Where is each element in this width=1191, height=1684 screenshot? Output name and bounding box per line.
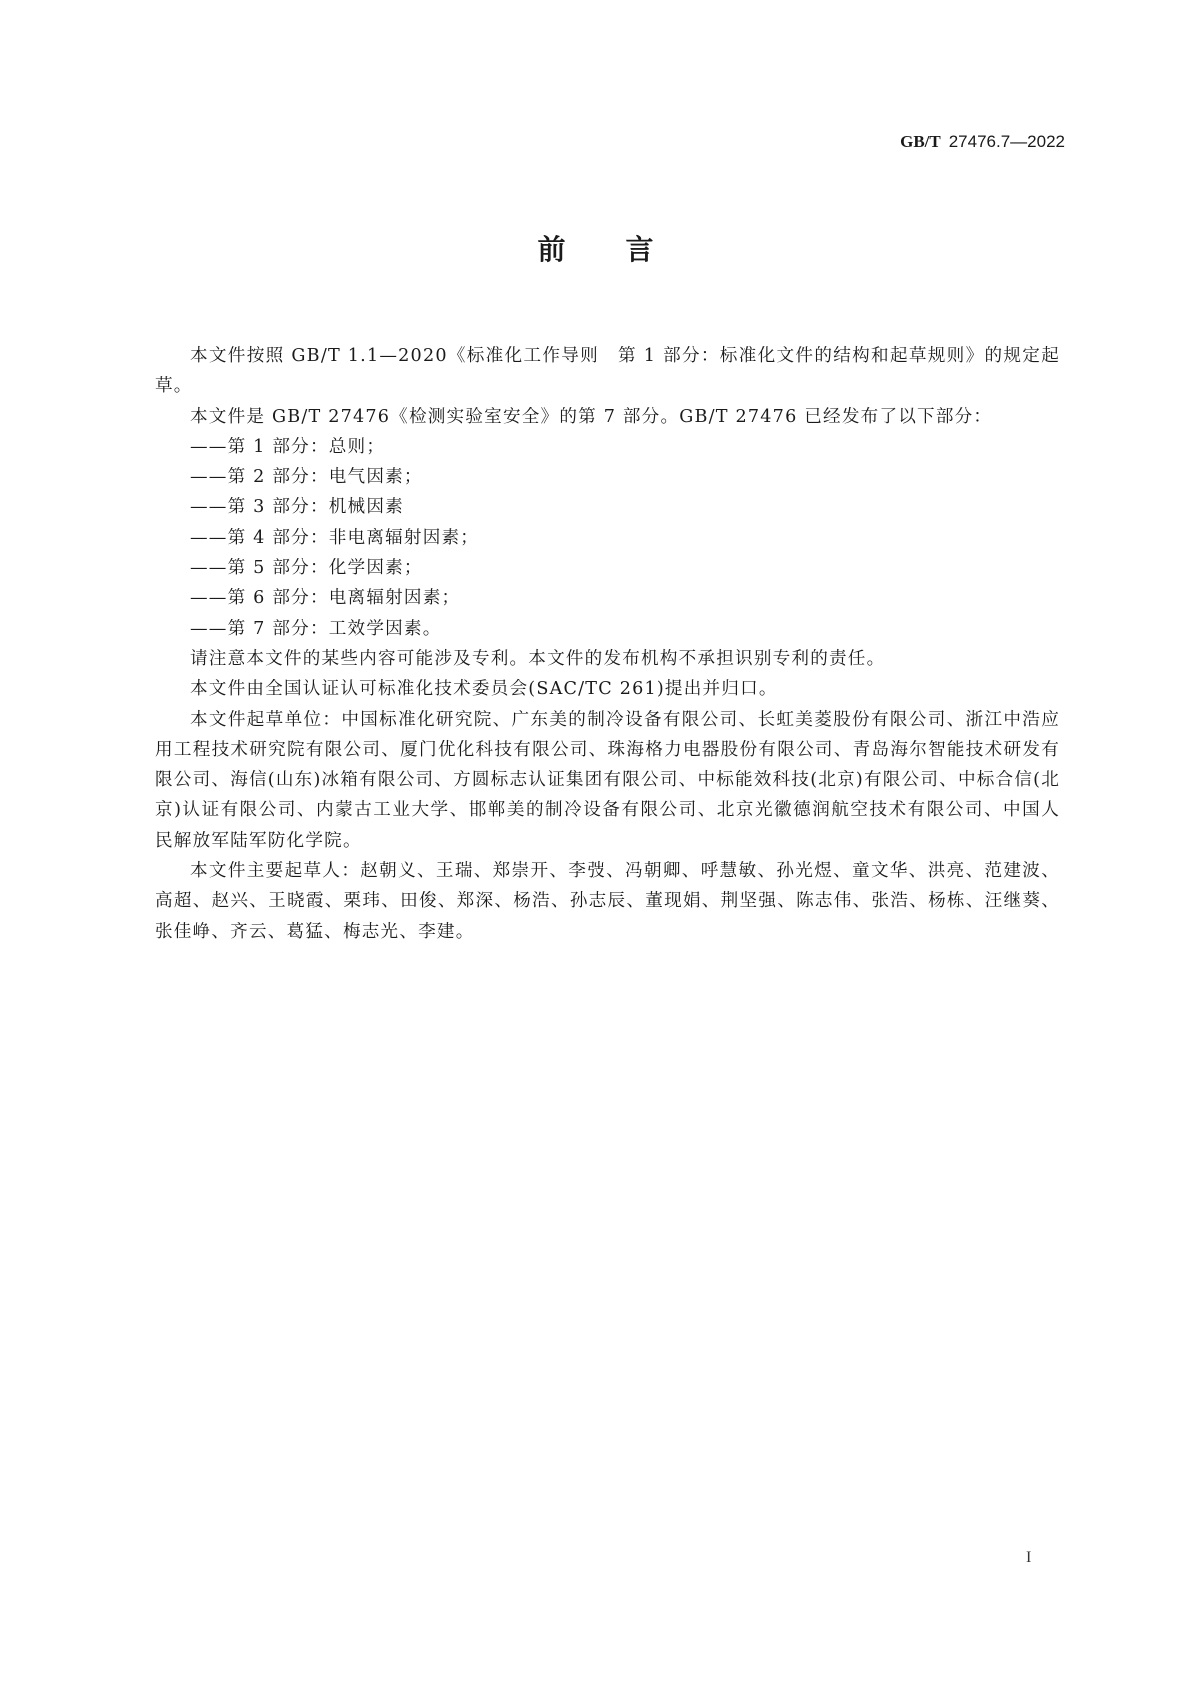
list-item-part-3: ——第 3 部分：机械因素 bbox=[190, 497, 404, 518]
paragraph-patent-notice: 请注意本文件的某些内容可能涉及专利。本文件的发布机构不承担识别专利的责任。 bbox=[190, 648, 886, 669]
standard-code bbox=[900, 132, 1065, 152]
list-item-part-1: ——第 1 部分：总则； bbox=[190, 436, 386, 457]
list-item-part-2: ——第 2 部分：电气因素； bbox=[190, 467, 423, 488]
paragraph-main-drafters: 本文件主要起草人：赵朝义、王瑞、郑崇开、李弢、冯朝卿、呼慧敏、孙光煜、童文华、洪亮、范建波、高超、赵兴、王晓霞、栗玮、田俊、郑深、杨浩、孙志辰、董现娟、荆坚强、陈志伟、张浩、杨栋、汪继葵、张佳峥、齐云、葛猛、梅志光、李建。 bbox=[155, 861, 1060, 942]
paragraph-proposed-by: 本文件由全国认证认可标准化技术委员会(SAC/TC 261)提出并归口。 bbox=[190, 679, 778, 700]
foreword-body bbox=[155, 341, 1060, 947]
page-number: I bbox=[1026, 1549, 1032, 1566]
paragraph-drafting-rules: 本文件按照 GB/T 1.1—2020《标准化工作导则 第 1 部分：标准化文件的结构和起草规则》的规定起草。 bbox=[155, 346, 1060, 397]
list-item-part-4: ——第 4 部分：非电离辐射因素； bbox=[190, 527, 480, 548]
standard-number: 27476.7—2022 bbox=[948, 132, 1065, 151]
list-item-part-7: ——第 7 部分：工效学因素。 bbox=[190, 618, 442, 639]
list-item-part-5: ——第 5 部分：化学因素； bbox=[190, 558, 423, 579]
title-char-1: 前 bbox=[537, 233, 566, 266]
standard-prefix: GB/T bbox=[900, 132, 941, 151]
paragraph-series: 本文件是 GB/T 27476《检测实验室安全》的第 7 部分。GB/T 27476 已经发布了以下部分： bbox=[190, 406, 993, 427]
title-char-2: 言 bbox=[625, 233, 654, 266]
list-item-part-6: ——第 6 部分：电离辐射因素； bbox=[190, 588, 461, 609]
paragraph-drafting-units: 本文件起草单位：中国标准化研究院、广东美的制冷设备有限公司、长虹美菱股份有限公司、浙江中浩应用工程技术研究院有限公司、厦门优化科技有限公司、珠海格力电器股份有限公司、青岛海尔智能技术研发有限公司、海信(山东)冰箱有限公司、方圆标志认证集团有限公司、中标能效科技(北京)有限公司、中标合信(北京)认证有限公司、内蒙古工业大学、邯郸美的制冷设备有限公司、北京光徽德润航空技术有限公司、中国人民解放军陆军防化学院。 bbox=[155, 709, 1060, 851]
page-title bbox=[0, 228, 1191, 268]
